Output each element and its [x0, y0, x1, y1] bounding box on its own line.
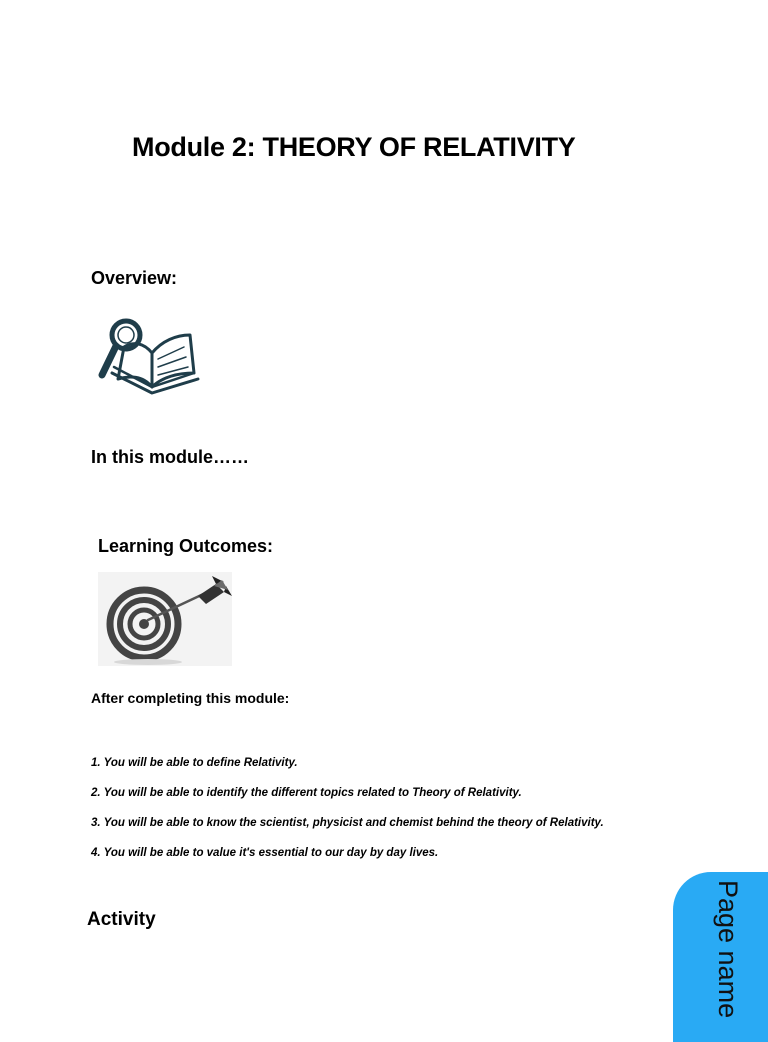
learning-outcomes-heading: Learning Outcomes:: [98, 536, 274, 556]
list-item: 1. You will be able to define Relativity.: [91, 757, 298, 769]
page-name-label: Page name: [713, 880, 743, 1019]
learning-outcomes-list: [91, 756, 604, 876]
list-item: 2. You will be able to identify the different topics related to Theory of Relativity.: [91, 787, 522, 799]
activity-heading: Activity: [87, 909, 156, 930]
list-item: 4. You will be able to value it's essential to our day by day lives.: [91, 847, 439, 859]
list-item: 3. You will be able to know the scientist, physicist and chemist behind the theory of Relativity.: [91, 817, 604, 829]
intro-text: In this module……: [91, 447, 250, 467]
after-completing-text: After completing this module:: [91, 690, 290, 706]
overview-heading: Overview:: [91, 268, 178, 288]
target-dart-icon: [98, 572, 232, 666]
book-magnifier-icon: [94, 313, 204, 399]
page-name-tab[interactable]: [673, 872, 768, 1042]
page-title: Module 2: THEORY OF RELATIVITY: [132, 132, 576, 162]
